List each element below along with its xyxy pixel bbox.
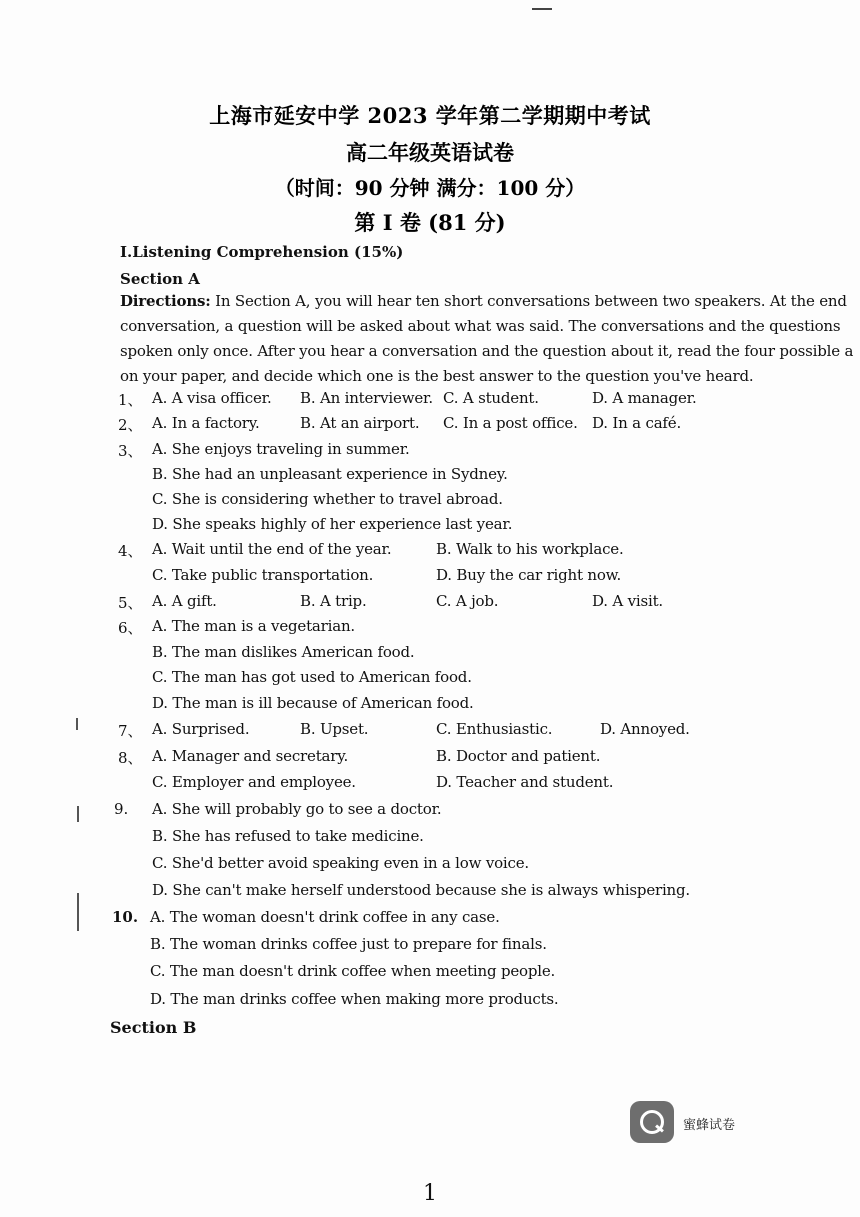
option-c: C. She'd better avoid speaking even in a low voice.	[152, 854, 529, 872]
exam-subtitle: 高二年级英语试卷	[346, 140, 514, 165]
option-d: D. She can't make herself understood because she is always whispering.	[152, 881, 690, 899]
option-d: D. Teacher and student.	[436, 773, 614, 791]
exam-title: 上海市延安中学 2023 学年第二学期期中考试	[209, 103, 651, 128]
scan-mark	[532, 8, 552, 10]
option-a: A. The woman doesn't drink coffee in any case.	[150, 908, 500, 926]
question-number: 2、	[118, 416, 143, 434]
page-number: 1	[423, 1181, 437, 1206]
directions-line-4: on your paper, and decide which one is the best answer to the question you've heard.	[120, 367, 754, 385]
option-c: C. Enthusiastic.	[436, 720, 553, 738]
option-c: C. In a post office.	[443, 414, 578, 432]
option-b: B. Upset.	[300, 720, 369, 738]
option-b: B. She had an unpleasant experience in Sydney.	[152, 465, 508, 483]
option-d: D. The man drinks coffee when making more products.	[150, 990, 559, 1008]
option-a: A. Manager and secretary.	[152, 747, 349, 765]
bee-logo-icon	[630, 1101, 674, 1143]
option-d: D. A visit.	[592, 592, 663, 610]
question-number: 3、	[118, 442, 143, 460]
option-a: A. In a factory.	[152, 414, 260, 432]
question-number: 1、	[118, 391, 143, 409]
section-a-heading: Section A	[120, 270, 200, 288]
question-number: 5、	[118, 594, 143, 612]
question-number: 8、	[118, 749, 143, 767]
directions-text-1: In Section A, you will hear ten short conversations between two speakers. At the end	[210, 292, 847, 310]
option-b: B. She has refused to take medicine.	[152, 827, 424, 845]
option-b: B. An interviewer.	[300, 389, 433, 407]
scan-mark	[77, 806, 79, 822]
directions-line-3: spoken only once. After you hear a conversation and the question about it, read the four possible a	[120, 342, 854, 360]
option-a: A. A gift.	[152, 592, 217, 610]
option-b: B. A trip.	[300, 592, 367, 610]
option-a: A. The man is a vegetarian.	[152, 617, 355, 635]
option-d: D. In a café.	[592, 414, 682, 432]
option-b: B. Walk to his workplace.	[436, 540, 624, 558]
directions-label: Directions:	[120, 292, 211, 310]
option-d: D. A manager.	[592, 389, 697, 407]
option-a: A. A visa officer.	[152, 389, 272, 407]
scan-mark	[77, 893, 79, 931]
option-b: B. The woman drinks coffee just to prepare for finals.	[150, 935, 547, 953]
option-c: C. A student.	[443, 389, 539, 407]
option-d: D. Buy the car right now.	[436, 566, 622, 584]
question-number: 7、	[118, 722, 143, 740]
option-d: D. Annoyed.	[600, 720, 690, 738]
part-heading: I.Listening Comprehension (15%)	[120, 243, 404, 261]
scan-mark	[76, 718, 78, 730]
option-a: A. Wait until the end of the year.	[152, 540, 392, 558]
question-number: 4、	[118, 542, 143, 560]
option-b: B. Doctor and patient.	[436, 747, 601, 765]
option-c: C. The man has got used to American food.	[152, 668, 472, 686]
time-and-score: （时间：90 分钟 满分：100 分）	[274, 176, 586, 200]
option-a: A. She will probably go to see a doctor.	[152, 800, 442, 818]
directions-line-2: conversation, a question will be asked about what was said. The conversations and the questions	[120, 317, 841, 335]
question-number: 9.	[114, 800, 129, 818]
option-c: C. She is considering whether to travel abroad.	[152, 490, 503, 508]
option-b: B. At an airport.	[300, 414, 420, 432]
option-a: A. She enjoys traveling in summer.	[152, 440, 410, 458]
option-c: C. The man doesn't drink coffee when meeting people.	[150, 962, 556, 980]
directions-line-1	[120, 292, 847, 310]
option-d: D. She speaks highly of her experience last year.	[152, 515, 513, 533]
option-c: C. Take public transportation.	[152, 566, 374, 584]
question-number: 6、	[118, 619, 143, 637]
option-b: B. The man dislikes American food.	[152, 643, 415, 661]
option-a: A. Surprised.	[152, 720, 250, 738]
option-c: C. A job.	[436, 592, 499, 610]
option-d: D. The man is ill because of American food.	[152, 694, 474, 712]
volume-heading: 第 I 卷 (81 分)	[354, 210, 506, 235]
option-c: C. Employer and employee.	[152, 773, 356, 791]
question-number: 10.	[112, 908, 139, 926]
watermark-text: 蜜蜂试卷	[683, 1118, 736, 1133]
section-b-heading: Section B	[110, 1018, 197, 1037]
